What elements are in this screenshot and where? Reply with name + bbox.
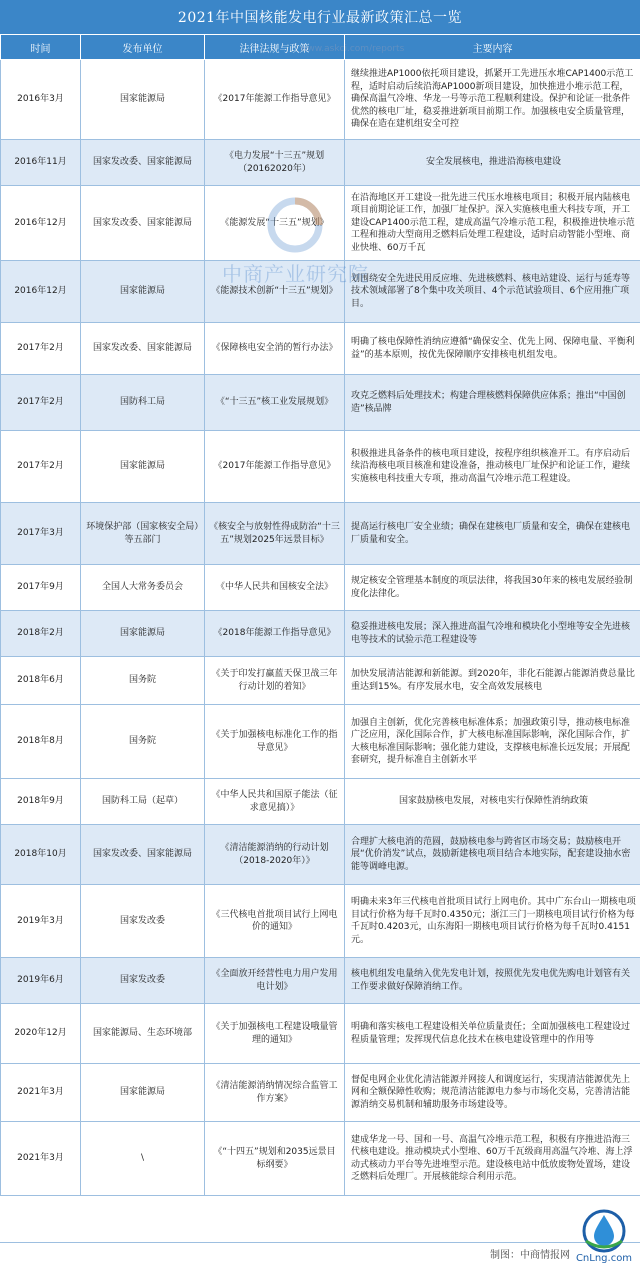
cell-law: 《能源发展“十三五”规划》 (205, 186, 345, 261)
cell-org: 国家发改委、国家能源局 (81, 186, 205, 261)
cell-law: 《中华人民共和国原子能法（征求意见搞）》 (205, 779, 345, 825)
cell-content: 加快发展清洁能源和新能源。到2020年，非化石能源占能源消费总量比重达到15%。有序发展水电，安全高效发展核电 (345, 657, 640, 705)
cell-org: 国家发改委、国家能源局 (81, 825, 205, 885)
cell-content: 合理扩大核电消的范圆，鼓励核电参与跨省区市场交易；鼓励核电开展“优价消发”试点，鼓励新建核电项目结合本地实际，配套建设抽水密能等调峰电源。 (345, 825, 640, 885)
table-row (1, 1064, 640, 1122)
cell-org: 国家能源局、生态环境部 (81, 1004, 205, 1064)
cell-content: 明确未来3年三代核电首批项目试行上网电价。其中广东台山一期核电项目试行价格为每千瓦时0.4350元；浙江三门一期核电项目试行价格为每千瓦时0.4203元，山东海阳一期核电项目试行价格为每千瓦时0.4151元。 (345, 885, 640, 958)
cell-time: 2016年12月 (1, 261, 81, 323)
cell-content: 国家鼓励核电发展，对核电实行保障性消纳政策 (345, 779, 640, 825)
cell-content: 积极推进具备条件的核电项目建设，按程序组织核准开工。有序启动后续沿海核电项目核准和建设准备，推动核电厂址保护和论证工作，避续实施核电科技重大专项，推动高温气冷堆示范工程建设。 (345, 431, 640, 503)
table-row (1, 611, 640, 657)
cell-law: 《中华人民共和国核安全法》 (205, 565, 345, 611)
cell-org: 国家能源局 (81, 431, 205, 503)
logo-text: CnLng.com (575, 1253, 633, 1263)
cell-time: 2017年3月 (1, 503, 81, 565)
cell-org: 国家发改委、国家能源局 (81, 323, 205, 375)
cell-content: 督促电网企业优化清洁能源并网接人和调度运行，实现清洁能源优先上网和全额保障性收购；规范清洁能源电力参与市场化交易，完善清洁能源消纳交易机制和辅助服务市场建设等。 (345, 1064, 640, 1122)
cell-time: 2018年6月 (1, 657, 81, 705)
cell-law: 《清洁能源消纳情况综合监管工作方案》 (205, 1064, 345, 1122)
cell-content: 加强自主创新，优化完善核电标准体系；加强政策引导，推动核电标准广泛应用，深化国际合作，扩大核电标准国际影响，深化国际合作，扩大核电标准国际影响；强化能力建设，支撑核电标准长远发展；开展配套研究，提升标准自主创新水平 (345, 705, 640, 779)
cell-org: 国务院 (81, 657, 205, 705)
cell-org: 国家发改委 (81, 885, 205, 958)
cell-time: 2016年3月 (1, 60, 81, 140)
cell-org: 国防科工局 (81, 375, 205, 431)
cell-time: 2018年9月 (1, 779, 81, 825)
col-header-law: 法律法规与政策 (205, 35, 345, 60)
table-row (1, 1122, 640, 1196)
col-header-time: 时间 (1, 35, 81, 60)
cell-content: 规定核安全管理基本制度的项层法律，将我国30年来的核电发展经验制度化法律化。 (345, 565, 640, 611)
cell-org: 国家发改委 (81, 958, 205, 1004)
table-row (1, 375, 640, 431)
cell-time: 2016年12月 (1, 186, 81, 261)
cell-law: 《“十四五”规划和2035远景目标纲要》 (205, 1122, 345, 1196)
table-row (1, 825, 640, 885)
cell-time: 2020年12月 (1, 1004, 81, 1064)
cell-org: 全国人大常务委员会 (81, 565, 205, 611)
cell-org: 国家能源局 (81, 261, 205, 323)
table-row (1, 431, 640, 503)
cell-content: 划围绕安全先进民用反应堆、先进核燃料、核电站建设、运行与延寿等技术领域部署了8个集中攻关项目、4个示范试验项目、6个应用推广项目。 (345, 261, 640, 323)
cell-org: 国务院 (81, 705, 205, 779)
cell-content: 攻克乏燃料后处理技术；构建合理核燃料保障供应体系；推出“中国创造”核品牌 (345, 375, 640, 431)
col-header-content: 主要内容 (345, 35, 640, 60)
cell-content: 安全发展核电，推进沿海核电建设 (345, 140, 640, 186)
cell-content: 明确和落实核电工程建设相关单位质量责任；全面加强核电工程建设过程质量管理；发挥现代信息化技术在核电建设管理中的作用等 (345, 1004, 640, 1064)
cell-law: 《关于加强核电工程建设哦量管理的通知》 (205, 1004, 345, 1064)
cell-law: 《“十三五”核工业发展规划》 (205, 375, 345, 431)
watermark-url: www.askci.com/reports (300, 44, 405, 54)
cell-law: 《2017年能源工作指导意见》 (205, 431, 345, 503)
table-row (1, 958, 640, 1004)
cell-content: 提高运行核电厂安全业绩；确保在建核电厂质量和安全，确保在建核电厂质量和安全。 (345, 503, 640, 565)
cell-org: 国防科工局（起草） (81, 779, 205, 825)
cell-content: 核电机组发电量纳入优先发电计划，按照优先发电优先购电计划管有关工作要求做好保障消纳工作。 (345, 958, 640, 1004)
cell-law: 《2018年能源工作指导意见》 (205, 611, 345, 657)
table-row (1, 779, 640, 825)
cell-law: 《清洁能源消纳的行动计划（2018-2020年）》 (205, 825, 345, 885)
cell-content: 建成华龙一号、国和一号、高温气冷堆示范工程，积极有序推进沿海三代核电建设。推动模块式小型堆、60万千瓦级商用高温气冷堆、海上浮动式核动力平台等先进堆型示范。建设核电站中低放废物处置场，建设乏燃料后处理厂。开展核能综合利用示范。 (345, 1122, 640, 1196)
table-footer (0, 1242, 640, 1265)
cell-time: 2017年2月 (1, 431, 81, 503)
cell-law: 《关于加强核电标准化工作的指导意见》 (205, 705, 345, 779)
table-row (1, 503, 640, 565)
col-header-org: 发布单位 (81, 35, 205, 60)
cell-org: 环境保护部（国家核安全局）等五部门 (81, 503, 205, 565)
cell-content: 稳妥推进核电发展；深入推进高温气冷堆和模块化小型堆等安全先进核电等技术的试验示范工程建设等 (345, 611, 640, 657)
cell-org: 国家能源局 (81, 60, 205, 140)
cell-time: 2017年2月 (1, 375, 81, 431)
lng-drop-logo-icon (572, 1207, 636, 1263)
cell-time: 2018年2月 (1, 611, 81, 657)
page-title-text: 2021年中国核能发电行业最新政策汇总一览 (177, 10, 463, 26)
cell-time: 2019年3月 (1, 885, 81, 958)
page-title (0, 0, 640, 34)
cell-org: 国家能源局 (81, 1064, 205, 1122)
cell-org: \ (81, 1122, 205, 1196)
cell-law: 《关于印发打赢蓝天保卫战三年行动计划的着知》 (205, 657, 345, 705)
watermark-text: 中商产业研究院 (222, 262, 369, 286)
cell-time: 2017年2月 (1, 323, 81, 375)
cell-time: 2016年11月 (1, 140, 81, 186)
cell-org: 国家发改委、国家能源局 (81, 140, 205, 186)
table-row (1, 657, 640, 705)
cell-content: 明确了核电保障性消纳应遵循“确保安全、优先上网、保障电量、平衡利益”的基本原则，按优先保障顺序安排核电机组发电。 (345, 323, 640, 375)
table-row (1, 140, 640, 186)
table-row (1, 1004, 640, 1064)
table-row (1, 565, 640, 611)
cell-content: 在沿海地区开工建设一批先进三代压水堆核电项目；积极开展内陆核电项目前期论证工作，加强厂址保护。深入实施核电重大科技专项，开工建设CAP1400示范工程，建成高温气冷堆示范工程，积极推进快堆示范工程和推动大型商用乏燃料后处理工程建设，适时启动智能小型堆、商业快堆、60万千瓦 (345, 186, 640, 261)
cell-law: 《保障核电安全消的暂行办法》 (205, 323, 345, 375)
cell-time: 2019年6月 (1, 958, 81, 1004)
cell-time: 2017年9月 (1, 565, 81, 611)
cell-time: 2018年8月 (1, 705, 81, 779)
cell-law: 《电力发展“十三五”规划（20162020年） (205, 140, 345, 186)
cell-time: 2021年3月 (1, 1064, 81, 1122)
cell-law: 《能源技术创新“十三五”规划》 (205, 261, 345, 323)
cell-time: 2018年10月 (1, 825, 81, 885)
cell-law: 《核安全与放射性得成防治“十三五”规划2025年远景目标》 (205, 503, 345, 565)
cell-content: 继续推进AP1000依托项目建设，抓紧开工先进压水堆CAP1400示范工程，适时启动后续沿海AP1000新项目建设，加快推进小堆示范工程，确保高温气冷堆、华龙一号等示范工程顺利建设。保护和论证一批条件优然的核电厂址，稳妥推进新项目前期工作。加强核电安全质量管理，确保在造在建机组安全可控 (345, 60, 640, 140)
watermark-logo-icon (262, 196, 328, 254)
cell-law: 《2017年能源工作指导意见》 (205, 60, 345, 140)
cell-law: 《三代核电首批项目试行上网电价的通知》 (205, 885, 345, 958)
table-row (1, 60, 640, 140)
table-row (1, 323, 640, 375)
cell-law: 《全面放开经营性电力用户发用电计划》 (205, 958, 345, 1004)
cell-org: 国家能源局 (81, 611, 205, 657)
table-row (1, 885, 640, 958)
source-note: 制图：中商情报网 (490, 1250, 570, 1261)
table-row (1, 705, 640, 779)
cell-time: 2021年3月 (1, 1122, 81, 1196)
